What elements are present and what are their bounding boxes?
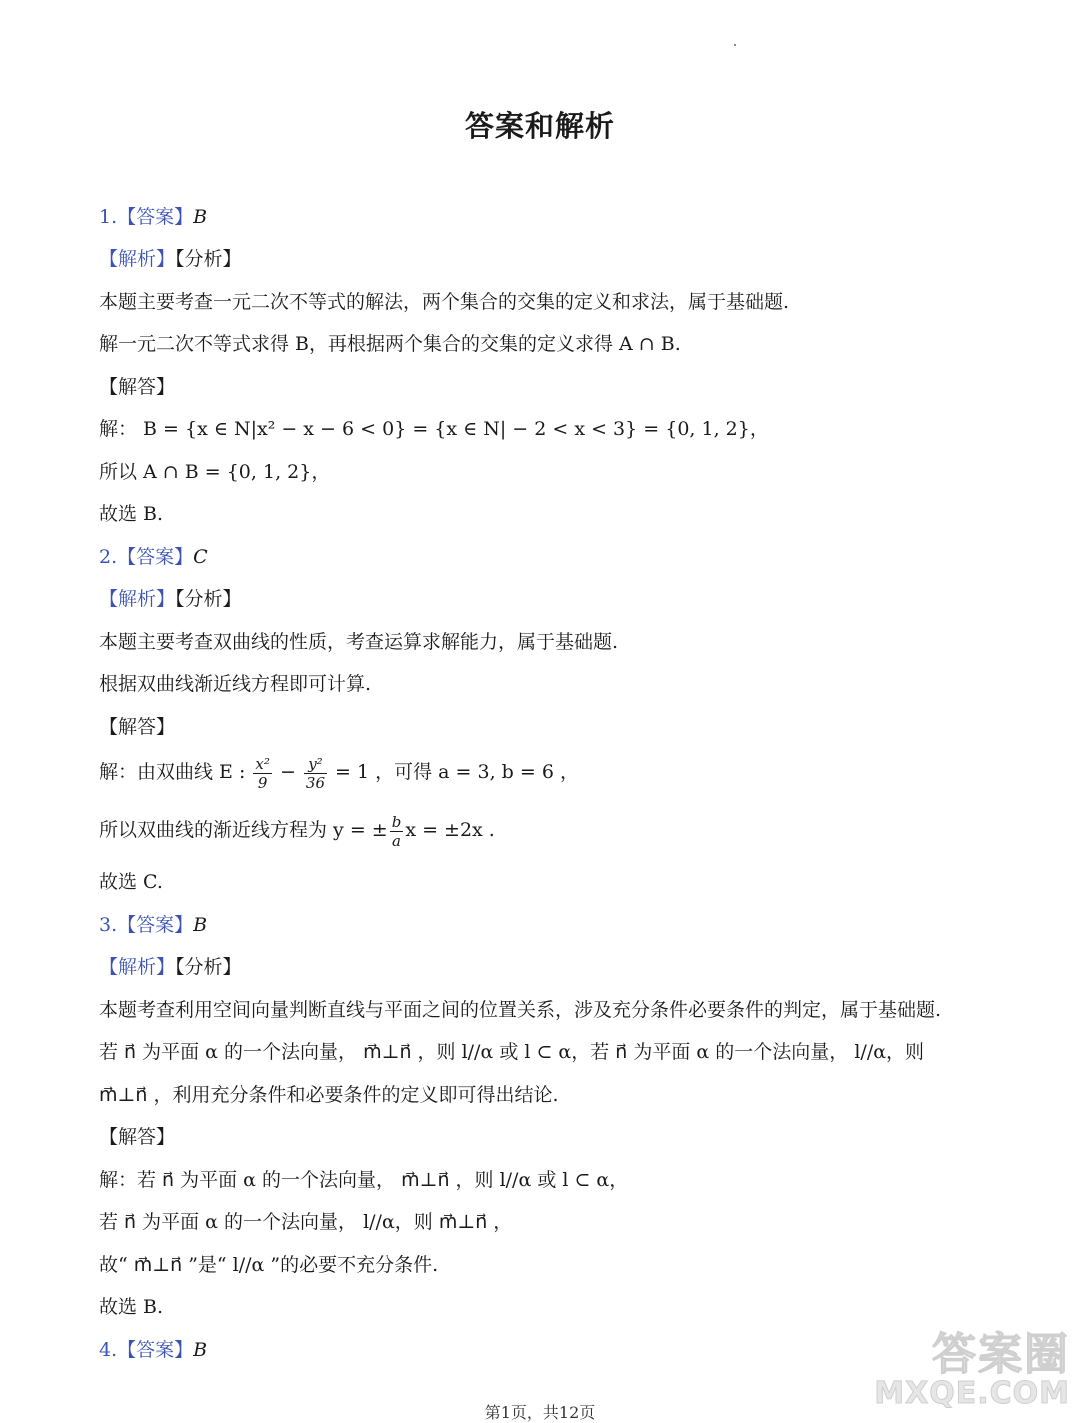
q1-answer-line — [99, 204, 1020, 230]
q4-answer-label: 4.【答案】 — [99, 1339, 194, 1361]
q3-answer-line — [99, 912, 1020, 938]
q1-answer: B — [193, 206, 208, 228]
q2-frac-ba-den: a — [392, 831, 401, 850]
q3-solution-2: 若 n⃗ 为平面 α 的一个法向量， l//α，则 m⃗⊥n⃗ ， — [99, 1211, 513, 1233]
q3-analysis-sub: 【分析】 — [175, 956, 242, 978]
q2-answer-label: 2.【答案】 — [99, 546, 194, 568]
q1-analysis-1: 本题主要考查一元二次不等式的解法，两个集合的交集的定义和求法，属于基础题. — [99, 291, 790, 313]
watermark-logo — [874, 1318, 1070, 1411]
q1-conclusion: 故选 B. — [99, 503, 164, 525]
q3-analysis-tag: 【解析】 — [99, 956, 176, 978]
q1-analysis-header — [99, 246, 1020, 272]
q2-solution-1 — [99, 754, 1020, 792]
q2-analysis-2: 根据双曲线渐近线方程即可计算. — [99, 673, 372, 695]
q2-answer-line — [99, 544, 1020, 570]
q3-analysis-1: 本题考查利用空间向量判断直线与平面之间的位置关系，涉及充分条件必要条件的判定，属于基础题. — [99, 999, 942, 1021]
q1-analysis-2: 解一元二次不等式求得 B，再根据两个集合的交集的定义求得 A ∩ B. — [99, 333, 681, 355]
q2-analysis-tag: 【解析】 — [99, 588, 176, 610]
q2-frac-y — [304, 755, 327, 792]
q2-analysis-1: 本题主要考查双曲线的性质，考查运算求解能力，属于基础题. — [99, 631, 619, 653]
q2-frac-ba — [390, 813, 404, 850]
q2-analysis-header — [99, 586, 1020, 612]
q2-frac-x — [253, 755, 271, 792]
watermark-top: 答案圈 — [932, 1329, 1070, 1380]
q3-answer-label: 3.【答案】 — [99, 914, 194, 936]
q2-frac-x-den: 9 — [257, 773, 268, 792]
q1-analysis-sub: 【分析】 — [175, 248, 242, 270]
q3-answer: B — [193, 914, 208, 936]
watermark-bottom: MXQE.COM — [874, 1376, 1070, 1411]
q3-conclusion: 故选 B. — [99, 1296, 164, 1318]
q2-solution-tag: 【解答】 — [99, 716, 176, 738]
q3-solution-3: 故“ m⃗⊥n⃗ ”是“ l//α ”的必要不充分条件. — [99, 1254, 439, 1276]
q4-answer: B — [193, 1339, 208, 1361]
q3-analysis-3: m⃗⊥n⃗ ，利用充分条件和必要条件的定义即可得出结论. — [99, 1084, 559, 1106]
stray-dot — [734, 44, 736, 46]
q3-solution-1: 解：若 n⃗ 为平面 α 的一个法向量， m⃗⊥n⃗ ，则 l//α 或 l ⊂ α， — [99, 1169, 629, 1191]
q3-solution-tag: 【解答】 — [99, 1126, 176, 1148]
q2-analysis-sub: 【分析】 — [175, 588, 242, 610]
q2-solution-1-suffix: = 1 ，可得 a = 3, b = 6 ， — [335, 761, 579, 783]
q3-analysis-header — [99, 954, 1020, 980]
q1-analysis-tag: 【解析】 — [99, 248, 176, 270]
q1-answer-label: 1.【答案】 — [99, 206, 194, 228]
q2-solution-1-prefix: 解：由双曲线 E : — [99, 761, 246, 783]
q2-solution-2 — [99, 812, 1020, 850]
q2-frac-y-den: 36 — [305, 773, 325, 792]
q1-solution-1: 解： B = {x ∈ N|x² − x − 6 < 0} = {x ∈ N| − 2 < x < 3} = {0, 1, 2}， — [99, 418, 769, 440]
q2-frac-y-num: y² — [304, 755, 327, 774]
q2-solution-2-prefix: 所以双曲线的渐近线方程为 y = ± — [99, 819, 388, 841]
q2-solution-2-suffix: x = ±2x . — [405, 819, 495, 841]
page-footer: 第1页，共12页 — [484, 1403, 596, 1422]
q3-analysis-2: 若 n⃗ 为平面 α 的一个法向量， m⃗⊥n⃗ ，则 l//α 或 l ⊂ α，若 n⃗ 为平面 α 的一个法向量， l//α，则 — [99, 1041, 925, 1063]
q2-minus: − — [279, 761, 296, 783]
q2-frac-ba-num: b — [391, 812, 402, 831]
q2-frac-x-num: x² — [255, 754, 270, 773]
q1-solution-tag: 【解答】 — [99, 376, 176, 398]
q2-conclusion: 故选 C. — [99, 871, 163, 893]
q2-answer: C — [193, 546, 208, 568]
q1-solution-2: 所以 A ∩ B = {0, 1, 2}， — [99, 461, 331, 483]
page-title: 答案和解析 — [464, 109, 615, 143]
q4-answer-line — [99, 1337, 1020, 1363]
